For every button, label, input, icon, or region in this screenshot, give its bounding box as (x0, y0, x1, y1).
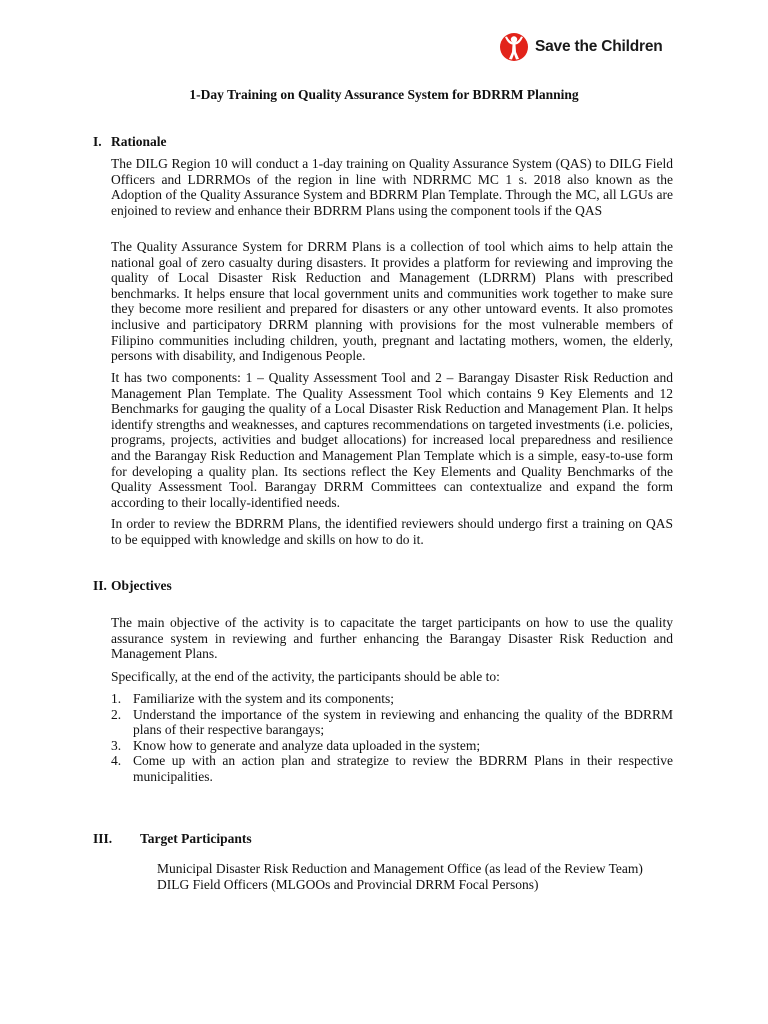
participants-list (157, 861, 697, 893)
rationale-paragraph-3: It has two components: 1 – Quality Assessment Tool and 2 – Barangay Disaster Risk Reduction and Management Plan Template. The Quality Assessment Tool which contains 9 Key Elements and 12 Benchmarks for gauging the quality of a Local Disaster Risk Reduction and Management Plan. It helps identify strengths and weaknesses, and captures recommendations on targeted investments (i.e. policies, programs, projects, activities and budget allocations) for increased local preparedness and resilience and the Barangay Risk Reduction and Management Plan Template which is a simple, easy-to-use form for developing a quality plan. Its sections reflect the Key Elements and Quality Benchmarks of the Quality Assessment Tool. Barangay DRRM Committees can contextualize and expand the form according to their locally-identified needs. (111, 370, 673, 510)
document-title: 1-Day Training on Quality Assurance System for BDRRM Planning (189, 87, 579, 102)
section-title: Target Participants (140, 831, 252, 846)
list-item: 2. Understand the importance of the system in reviewing and enhancing the quality of the BDRRM plans of their respective barangays; (111, 706, 673, 738)
section-title: Objectives (111, 578, 172, 593)
objectives-lead: Specifically, at the end of the activity, the participants should be able to: (111, 669, 500, 684)
section-number: I. (93, 134, 102, 149)
objectives-intro: The main objective of the activity is to capacitate the target participants on how to use the quality assurance system in reviewing and further enhancing the Barangay Disaster Risk Reduction and Management Plans. (111, 615, 673, 662)
section-number: II. (93, 578, 107, 593)
save-the-children-logo-icon (499, 30, 529, 64)
save-the-children-logo (499, 30, 663, 64)
list-item: 1. Familiarize with the system and its components; (111, 691, 394, 706)
section-objectives-heading (93, 577, 172, 594)
objectives-list (111, 691, 673, 785)
rationale-paragraph-1: The DILG Region 10 will conduct a 1-day training on Quality Assurance System (QAS) to DILG Field Officers and LDRRMOs of the region in line with NDRRMC MC 1 s. 2018 also known as the Adoption of the Quality Assurance System and BDRRM Plan Template. Through the MC, all LGUs are enjoined to review and enhance their BDRRM Plans using the component tools if the QAS (111, 156, 673, 218)
rationale-paragraph-2: The Quality Assurance System for DRRM Plans is a collection of tool which aims to help attain the national goal of zero casualty during disasters. It provides a platform for reviewing and improving the quality of Local Disaster Risk Reduction and Management (LDRRM) Plans with prescribed benchmarks. It helps ensure that local government units and communities work together to make sure they become more resilient and prepared for disasters or any other untoward events. It also promotes inclusive and participatory DRRM planning with provisions for the most vulnerable members of Filipino communities including children, youth, pregnant and lactating mothers, women, the elderly, persons with disability, and Indigenous People. (111, 239, 673, 364)
section-number: III. (93, 831, 113, 846)
section-participants-heading (93, 830, 252, 847)
list-item: 3. Know how to generate and analyze data uploaded in the system; (111, 737, 481, 753)
section-title: Rationale (111, 134, 167, 149)
participant-line: Municipal Disaster Risk Reduction and Management Office (as lead of the Review Team) (157, 861, 643, 876)
rationale-paragraph-4: In order to review the BDRRM Plans, the identified reviewers should undergo first a training on QAS to be equipped with knowledge and skills on how to do it. (111, 516, 673, 547)
participant-line: DILG Field Officers (MLGOOs and Provincial DRRM Focal Persons) (157, 877, 539, 892)
logo-text: Save the Children (535, 38, 663, 55)
list-item: 4. Come up with an action plan and strategize to review the BDRRM Plans in their respective municipalities. (111, 753, 673, 784)
section-rationale-heading (93, 133, 167, 150)
